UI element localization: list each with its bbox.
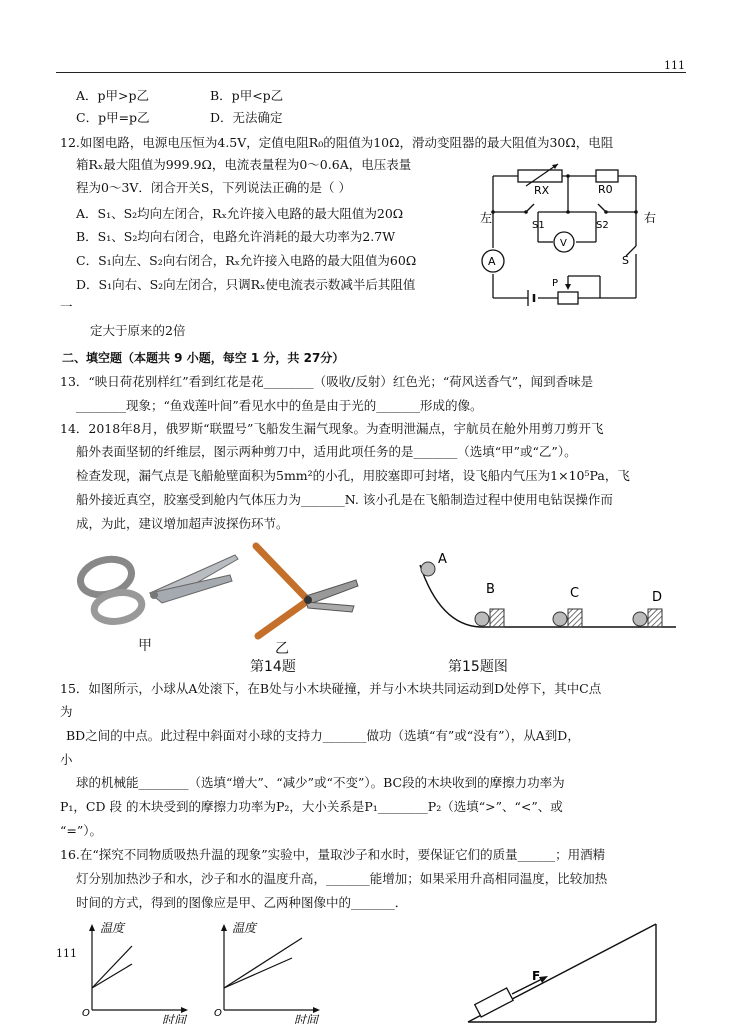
graph-yi-line-1 (224, 938, 302, 988)
graph-yi-ylabel: 温度 (232, 921, 257, 935)
q15-line-5: 球的机械能________（选填“增大”、“减少”或“不变”）。BC段的木块收到的摩擦力功率为 (76, 775, 565, 790)
q12-circuit-diagram (478, 160, 658, 310)
circuit-label-right: 右 (644, 211, 657, 225)
ramp-point-c: C (570, 586, 580, 601)
circuit-label-r0: R0 (598, 183, 613, 196)
q12-option-b: B．S₁、S₂均向右闭合，电路允许消耗的最大功率为2.7W (76, 229, 396, 244)
q12-option-d-line-3: 定大于原来的2倍 (90, 323, 186, 338)
q12-line-2: 箱Rₓ最大阻值为999.9Ω，电流表量程为0～0.6A，电压表量 (76, 157, 412, 172)
q11-option-c: C．p甲=p乙 (76, 110, 150, 125)
graph-yi (212, 918, 322, 1024)
figure-caption-15: 第15题图 (448, 659, 508, 675)
q15-line-4: 小 (60, 752, 73, 767)
circuit-label-s1: S1 (532, 220, 545, 231)
block-at-b (490, 609, 504, 627)
circuit-label-slider: P (552, 278, 559, 289)
q11-option-a: A．p甲>p乙 (76, 88, 150, 103)
q16-line-2: 灯分别加热沙子和水，沙子和水的温度升高，_______能增加；如果采用升高相同温度，比较加热 (76, 871, 608, 886)
incline-block (475, 988, 513, 1017)
q15-line-7: “=”）。 (60, 823, 103, 838)
scissors-yi-figure (248, 540, 363, 640)
graph-jia-ylabel: 温度 (100, 921, 125, 935)
q12-option-c: C．S₁向左、S₂向右闭合，Rₓ允许接入电路的最大阻值为60Ω (76, 253, 417, 268)
q14-line-4: 船外接近真空，胶塞受到舱内气体压力为_______N. 该小孔是在飞船制造过程中使用电钻误操作而 (76, 492, 613, 507)
circuit-label-ammeter: A (488, 255, 496, 268)
circuit-label-s: S (622, 254, 629, 267)
ball-at-b (475, 612, 489, 626)
incline-figure (448, 918, 663, 1024)
ball-at-c (553, 612, 567, 626)
q11-option-d: D．无法确定 (210, 110, 283, 125)
graph-jia-origin: O (82, 1008, 90, 1019)
block-at-c (568, 609, 582, 627)
q16-line-1: 16.在“探究不同物质吸热升温的现象”实验中，量取沙子和水时，要保证它们的质量______；用酒精 (60, 847, 606, 862)
page-number-footer: 111 (56, 947, 77, 960)
ramp-point-d: D (652, 590, 663, 605)
circuit-label-left: 左 (480, 211, 493, 225)
ball-at-a (421, 562, 435, 576)
scissors-jia-figure (70, 545, 240, 635)
graph-yi-origin: O (214, 1008, 222, 1019)
q14-line-2: 船外表面坚韧的纤维层，图示两种剪刀中，适用此项任务的是_______（选填“甲”或“乙”）。 (76, 444, 577, 459)
ramp-point-a: A (438, 552, 447, 567)
header-rule (56, 72, 686, 73)
q14-line-1: 14．2018年8月，俄罗斯“联盟号”飞船发生漏气现象。为查明泄漏点，宇航员在舱外用剪刀剪开飞 (60, 421, 604, 436)
ball-at-d (633, 612, 647, 626)
q12-line-1: 12.如图电路，电源电压恒为4.5V，定值电阻R₀的阻值为10Ω，滑动变阻器的最大阻值为30Ω，电阻 (60, 135, 614, 150)
q16-line-3: 时间的方式，得到的图像应是甲、乙两种图像中的_______． (76, 895, 408, 910)
q14-line-3: 检查发现，漏气点是飞船舱壁面积为5mm²的小孔，用胶塞即可封堵，设飞船内气压为1×10⁵Pa，飞 (76, 468, 630, 483)
graph-yi-line-2 (224, 958, 292, 988)
circuit-label-s2: S2 (596, 220, 609, 231)
q11-option-b: B．p甲<p乙 (210, 88, 284, 103)
circuit-label-rx: RX (534, 184, 550, 197)
q15-line-2: 为 (60, 704, 73, 719)
q14-line-5: 成，为此，建议增加超声波探伤环节。 (76, 516, 289, 531)
page-number-header: 111 (664, 59, 685, 72)
ramp-point-b: B (486, 582, 495, 597)
q15-ramp-figure (410, 545, 680, 635)
q15-line-1: 15．如图所示，小球从A处滚下，在B处与小木块碰撞，并与小木块共同运动到D处停下，其中C点 (60, 681, 602, 696)
section-2-heading: 二、填空题（本题共 9 小题，每空 1 分，共 27分） (62, 351, 345, 365)
q15-line-6: P₁，CD 段 的木块受到的摩擦力功率为P₂，大小关系是P₁________P₂（选填“>”、“<”、或 (60, 799, 563, 814)
graph-jia (80, 918, 190, 1024)
q12-option-d-line-2: 一 (60, 299, 73, 314)
q12-line-3: 程为0～3V．闭合开关S，下列说法正确的是（ ） (76, 180, 351, 195)
graph-jia-xlabel: 时间 (162, 1013, 187, 1024)
force-label: F (532, 969, 541, 983)
q12-option-d-line-1: D．S₁向右、S₂向左闭合，只调Rₓ使电流表示数减半后其阻值 (76, 277, 416, 292)
q13-line-2: ________现象；“鱼戏莲叶间”看见水中的鱼是由于光的_______形成的像。 (76, 398, 483, 413)
graph-yi-xlabel: 时间 (294, 1013, 319, 1024)
figure-label-jia: 甲 (138, 638, 152, 654)
figure-caption-14: 第14题 (250, 659, 296, 675)
q13-line-1: 13．“映日荷花别样红”看到红花是花________（吸收/反射）红色光；“荷风送香气”，闻到香味是 (60, 374, 594, 389)
block-at-d (648, 609, 662, 627)
circuit-label-voltmeter: V (560, 238, 567, 249)
q15-line-3: BD之间的中点。此过程中斜面对小球的支持力_______做功（选填“有”或“没有”），从A到D， (66, 728, 580, 743)
q12-option-a: A．S₁、S₂均向左闭合，Rₓ允许接入电路的最大阻值为20Ω (76, 206, 404, 221)
figure-label-yi: 乙 (275, 641, 289, 657)
